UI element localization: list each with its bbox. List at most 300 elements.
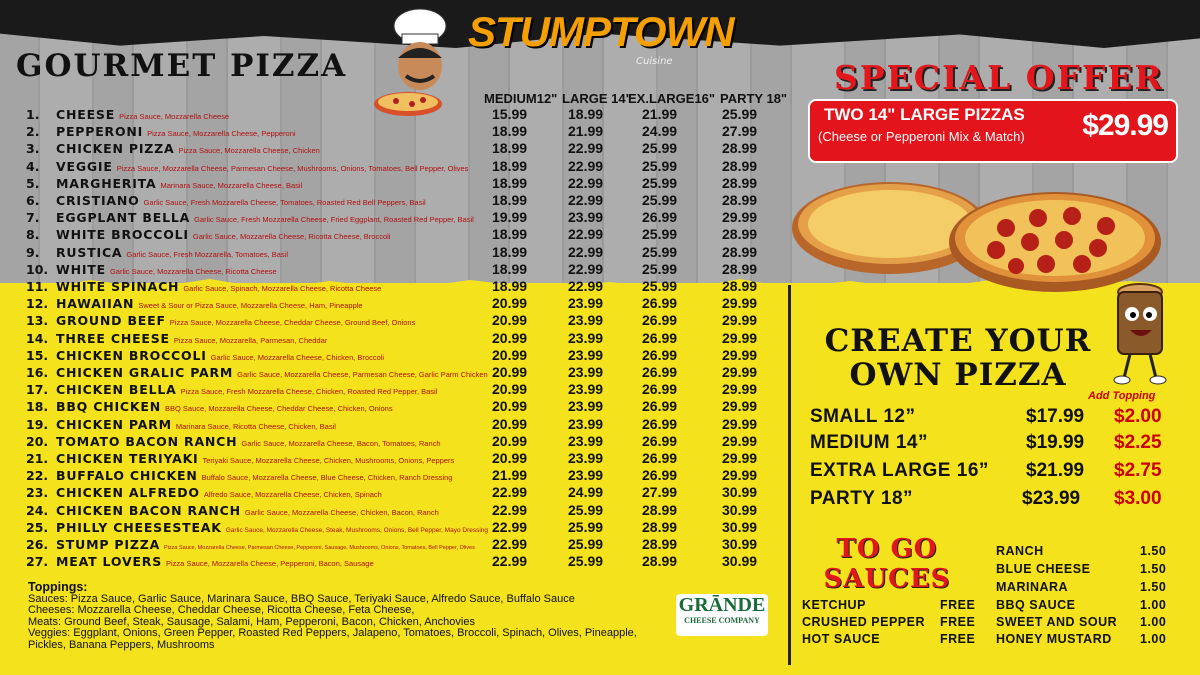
item-price: 23.99 [568, 381, 604, 398]
item-description: Garlic Sauce, Spinach, Mozzarella Cheese, Ricotta Cheese [183, 284, 382, 293]
item-price: 20.99 [492, 381, 528, 398]
item-price: 18.99 [492, 123, 528, 140]
offer-line2: (Cheese or Pepperoni Mix & Match) [818, 129, 1025, 144]
item-price: 25.99 [642, 140, 678, 157]
item-price: 25.99 [568, 536, 604, 552]
item-name-wrap [56, 331, 327, 346]
item-price: 20.99 [492, 295, 528, 312]
item-price: 22.99 [568, 278, 604, 294]
item-number: 9. [26, 244, 40, 260]
item-number: 15. [26, 347, 49, 363]
togo-title-line1: TO GO [836, 534, 938, 564]
item-name-wrap [56, 313, 415, 328]
item-price: 21.99 [642, 106, 678, 122]
item-name: CRISTIANO [56, 193, 140, 208]
item-price: 29.99 [722, 381, 758, 398]
item-description: Pizza Sauce, Mozzarella Cheese, Parmesan Cheese, Mushrooms, Onions, Tomatoes, Bell Pepper, Olives [116, 163, 469, 173]
item-price: 25.99 [642, 174, 678, 191]
item-price: 25.99 [722, 106, 758, 122]
item-price: 23.99 [568, 364, 604, 380]
toppings-veggies-cont: Pickles, Banana Peppers, Mushrooms [28, 638, 215, 651]
item-price: 26.99 [642, 432, 678, 449]
item-price: 29.99 [722, 415, 758, 432]
menu-row [0, 226, 790, 243]
item-name-wrap [56, 485, 382, 500]
item-price: 22.99 [568, 174, 604, 191]
item-price: 18.99 [568, 106, 604, 122]
size-small-price: $17.99 [1026, 406, 1085, 427]
sauce-price: FREE [940, 615, 976, 629]
menu-row [0, 553, 790, 570]
item-price: 18.99 [492, 192, 528, 208]
to-go-sauces-title [812, 534, 962, 594]
item-description: Garlic Sauce, Mozzarella Cheese, Ricotta Cheese, Broccoli [192, 232, 391, 242]
item-price: 29.99 [722, 450, 758, 466]
item-name: THREE CHEESE [56, 330, 170, 346]
create-title-line2: OWN PIZZA [849, 357, 1067, 393]
item-name-wrap [56, 554, 374, 569]
item-number: 19. [26, 416, 49, 432]
item-price: 28.99 [722, 174, 758, 191]
item-description: Garlic Sauce, Fresh Mozzarella Cheese, Tomatoes, Roasted Red Bell Peppers, Basil [143, 198, 426, 207]
item-name: BUFFALO CHICKEN [56, 468, 198, 484]
item-price: 29.99 [722, 209, 758, 226]
item-price: 29.99 [722, 398, 758, 415]
item-name: CHICKEN PIZZA [56, 141, 175, 157]
item-price: 22.99 [492, 536, 528, 552]
toppings-meats: Meats: Ground Beef, Steak, Sausage, Salami, Ham, Pepperoni, Bacon, Chicken, Anchovies [28, 615, 475, 628]
menu-row [0, 295, 790, 312]
item-price: 22.99 [568, 157, 604, 174]
menu-row [0, 502, 790, 519]
toppings-cheeses: Cheeses: Mozzarella Cheese, Cheddar Cheese, Ricotta Cheese, Feta Cheese, [28, 604, 415, 616]
item-name-wrap [56, 451, 454, 466]
item-description: Garlic Sauce, Fresh Mozzarella Cheese, Fried Eggplant, Roasted Red Pepper, Basil [194, 215, 474, 225]
size-party-label: PARTY 18” [810, 488, 914, 509]
item-price: 18.99 [492, 278, 528, 294]
menu-row [0, 140, 790, 157]
item-name-wrap [56, 382, 437, 397]
item-name: CHEESE [56, 107, 116, 122]
sauce-price: FREE [940, 632, 976, 646]
item-name-wrap [56, 537, 475, 552]
item-description: Marinara Sauce, Ricotta Cheese, Chicken, Basil [175, 421, 336, 431]
special-offer-title: SPECIAL OFFER [834, 58, 1164, 97]
page-title: GOURMET PIZZA [16, 48, 348, 84]
create-your-own-title [808, 324, 1108, 392]
sauce-price: 1.50 [1140, 562, 1167, 576]
grande-name: GRĀNDE [678, 594, 766, 616]
item-price: 15.99 [492, 106, 528, 122]
item-price: 23.99 [568, 467, 604, 484]
item-description: Marinara Sauce, Mozzarella Cheese, Basil [160, 180, 303, 190]
item-price: 30.99 [722, 536, 758, 552]
item-price: 28.99 [722, 260, 758, 277]
item-number: 8. [26, 227, 40, 243]
size-party-topping: $3.00 [1114, 488, 1162, 509]
menu-row [0, 192, 790, 209]
item-price: 22.99 [568, 260, 604, 277]
item-price: 23.99 [568, 329, 604, 346]
menu-row [0, 312, 790, 329]
item-number: 22. [26, 468, 49, 484]
item-name: TOMATO BACON RANCH [56, 433, 238, 449]
item-description: Garlic Sauce, Mozzarella Cheese, Chicken, Broccoli [210, 352, 385, 362]
item-price: 20.99 [492, 329, 528, 346]
sauce-price: 1.00 [1140, 632, 1167, 646]
item-description: Pizza Sauce, Mozzarella Cheese, Parmesan Cheese, Pepperoni, Sausage, Mushrooms, Onions, Tomatoes, Bell Pepper, Olives [164, 545, 475, 551]
menu-row [0, 484, 790, 501]
item-number: 23. [26, 485, 49, 501]
menu-row [0, 278, 790, 295]
item-price: 25.99 [642, 243, 678, 260]
item-number: 27. [26, 554, 49, 570]
menu-row [0, 416, 790, 433]
item-name: HAWAIIAN [56, 296, 135, 312]
offer-price: $29.99 [1082, 109, 1168, 142]
item-number: 24. [26, 502, 49, 518]
item-number: 7. [26, 210, 40, 226]
item-price: 22.99 [568, 243, 604, 260]
sauce-price: 1.00 [1140, 615, 1167, 629]
toppings-sauces: Sauces: Pizza Sauce, Garlic Sauce, Marinara Sauce, BBQ Sauce, Teriyaki Sauce, Alfredo Sauce, Buffalo Sauce [28, 592, 575, 605]
item-price: 26.99 [642, 467, 678, 484]
sauce-price: 1.50 [1140, 544, 1167, 558]
menu-row [0, 381, 790, 398]
item-name: CHICKEN BACON RANCH [56, 502, 241, 518]
item-name: PHILLY CHEESESTEAK [56, 519, 222, 535]
stump-mascot-icon [1104, 282, 1170, 386]
item-number: 13. [26, 313, 49, 329]
item-name-wrap [56, 159, 468, 174]
logo [468, 8, 734, 67]
item-number: 2. [26, 124, 40, 140]
item-number: 1. [26, 107, 40, 122]
item-price: 18.99 [492, 140, 528, 157]
item-description: Garlic Sauce, Mozzarella Cheese, Steak, Mushrooms, Onions, Bell Pepper, Mayo Dressing [225, 526, 489, 534]
sauce-name: RANCH [996, 544, 1044, 558]
item-name: CHICKEN TERIYAKI [56, 451, 199, 466]
item-price: 22.99 [568, 140, 604, 157]
item-name-wrap [56, 262, 277, 277]
size-medium-price: $19.99 [1026, 432, 1085, 453]
item-name: WHITE SPINACH [56, 279, 180, 294]
item-price: 23.99 [568, 398, 604, 415]
sauce-name: SWEET AND SOUR [996, 615, 1118, 629]
size-medium-topping: $2.25 [1114, 432, 1162, 453]
item-description: Pizza Sauce, Mozzarella Cheese, Chicken [178, 146, 320, 156]
item-name: MEAT LOVERS [56, 554, 163, 570]
sauce-price: 1.50 [1140, 580, 1167, 594]
item-name-wrap [56, 279, 381, 294]
item-name: VEGGIE [56, 158, 113, 174]
item-name: CHICKEN PARM [56, 416, 172, 432]
menu-row [0, 536, 790, 553]
item-number: 12. [26, 296, 49, 312]
item-name: CHICKEN GRALIC PARM [56, 365, 234, 380]
item-name: STUMP PIZZA [56, 537, 161, 552]
logo-name: STUMPTOWN [468, 8, 734, 55]
item-price: 23.99 [568, 415, 604, 432]
item-price: 18.99 [492, 260, 528, 277]
item-description: BBQ Sauce, Mozzarella Cheese, Cheddar Cheese, Chicken, Onions [164, 404, 393, 414]
item-price: 30.99 [722, 553, 758, 570]
item-number: 21. [26, 451, 49, 466]
item-number: 25. [26, 519, 49, 535]
item-price: 22.99 [492, 484, 528, 501]
sauce-name: HOT SAUCE [802, 632, 881, 646]
item-description: Pizza Sauce, Mozzarella Cheese [119, 112, 230, 121]
item-price: 29.99 [722, 329, 758, 346]
item-price: 29.99 [722, 346, 758, 363]
sauce-name: MARINARA [996, 580, 1069, 594]
item-price: 20.99 [492, 312, 528, 329]
sauce-name: CRUSHED PEPPER [802, 615, 925, 629]
item-price: 28.99 [642, 518, 678, 535]
item-number: 17. [26, 382, 49, 398]
item-name: RUSTICA [56, 244, 123, 260]
size-xlarge-label: EXTRA LARGE 16” [810, 460, 989, 481]
item-price: 30.99 [722, 484, 758, 501]
item-price: 26.99 [642, 295, 678, 312]
item-number: 20. [26, 433, 49, 449]
size-xlarge-topping: $2.75 [1114, 460, 1162, 481]
item-name: BBQ CHICKEN [56, 399, 161, 415]
item-name-wrap [56, 245, 288, 260]
item-name: CHICKEN BROCCOLI [56, 347, 207, 363]
item-number: 11. [26, 279, 49, 294]
item-price: 27.99 [642, 484, 678, 501]
item-price: 24.99 [642, 123, 678, 140]
item-price: 23.99 [568, 295, 604, 312]
item-price: 22.99 [492, 501, 528, 518]
column-header-xlarge: EX.LARGE16" [628, 91, 716, 106]
item-price: 29.99 [722, 364, 758, 380]
item-description: Buffalo Sauce, Mozzarella Cheese, Blue Cheese, Chicken, Ranch Dressing [201, 473, 453, 483]
item-price: 23.99 [568, 450, 604, 466]
menu-row [0, 398, 790, 415]
sauce-name: BBQ SAUCE [996, 598, 1076, 612]
item-price: 26.99 [642, 364, 678, 380]
item-price: 25.99 [642, 226, 678, 243]
item-price: 28.99 [722, 157, 758, 174]
item-name-wrap [56, 348, 384, 363]
item-name-wrap [56, 399, 393, 414]
sauce-name: BLUE CHEESE [996, 562, 1091, 576]
item-price: 25.99 [568, 553, 604, 570]
item-name-wrap [56, 296, 363, 311]
sauce-price: 1.00 [1140, 598, 1167, 612]
item-price: 20.99 [492, 364, 528, 380]
item-price: 26.99 [642, 312, 678, 329]
menu-row [0, 347, 790, 364]
pepperoni-pizza-image [946, 178, 1164, 296]
item-price: 25.99 [642, 192, 678, 208]
item-number: 4. [26, 158, 40, 174]
item-price: 26.99 [642, 381, 678, 398]
item-number: 5. [26, 175, 40, 191]
item-name: CHICKEN ALFREDO [56, 485, 200, 501]
item-price: 29.99 [722, 467, 758, 484]
item-price: 27.99 [722, 123, 758, 140]
menu-row [0, 519, 790, 536]
item-description: Garlic Sauce, Mozzarella Cheese, Bacon, Tomatoes, Ranch [241, 438, 441, 448]
item-description: Garlic Sauce, Mozzarella Cheese, Ricotta Cheese [109, 266, 277, 276]
item-name: PEPPERONI [56, 124, 144, 140]
menu-row [0, 106, 790, 123]
item-number: 18. [26, 399, 49, 415]
menu-row [0, 261, 790, 278]
item-name: MARGHERITA [56, 175, 157, 191]
item-name-wrap [56, 210, 474, 225]
menu-row [0, 158, 790, 175]
item-price: 28.99 [642, 553, 678, 570]
item-number: 10. [26, 261, 49, 277]
item-price: 24.99 [568, 484, 604, 501]
offer-line1: TWO 14" LARGE PIZZAS [824, 105, 1025, 124]
item-price: 25.99 [642, 260, 678, 277]
item-price: 23.99 [568, 209, 604, 226]
item-price: 18.99 [492, 226, 528, 243]
menu-row [0, 330, 790, 347]
item-name-wrap [56, 227, 390, 242]
item-price: 19.99 [492, 209, 528, 226]
item-number: 16. [26, 365, 49, 380]
item-name-wrap [56, 124, 296, 139]
item-price: 30.99 [722, 518, 758, 535]
item-price: 18.99 [492, 157, 528, 174]
menu-row [0, 123, 790, 140]
menu-row [0, 467, 790, 484]
size-small-label: SMALL 12” [810, 406, 916, 427]
item-price: 23.99 [568, 346, 604, 363]
item-price: 28.99 [722, 243, 758, 260]
item-name: GROUND BEEF [56, 313, 166, 329]
item-price: 26.99 [642, 415, 678, 432]
item-description: Sweet & Sour or Pizza Sauce, Mozzarella Cheese, Ham, Pineapple [138, 301, 363, 311]
item-number: 6. [26, 193, 40, 208]
item-price: 26.99 [642, 346, 678, 363]
item-name-wrap [56, 176, 302, 191]
item-price: 20.99 [492, 415, 528, 432]
item-price: 25.99 [642, 157, 678, 174]
item-description: Garlic Sauce, Mozzarella Cheese, Chicken, Bacon, Ranch [244, 507, 439, 517]
item-price: 29.99 [722, 312, 758, 329]
item-price: 25.99 [642, 278, 678, 294]
item-price: 20.99 [492, 432, 528, 449]
item-price: 26.99 [642, 450, 678, 466]
item-price: 28.99 [642, 536, 678, 552]
size-small-topping: $2.00 [1114, 406, 1162, 427]
sauce-price: FREE [940, 598, 976, 612]
toppings-heading: Toppings: [28, 580, 88, 594]
special-offer-box [808, 99, 1178, 163]
item-name: EGGPLANT BELLA [56, 210, 191, 226]
item-description: Garlic Sauce, Fresh Mozzarella, Tomatoes, Basil [126, 249, 288, 259]
item-number: 14. [26, 330, 49, 346]
item-number: 26. [26, 537, 49, 552]
item-name-wrap [56, 417, 336, 432]
item-price: 20.99 [492, 450, 528, 466]
item-price: 29.99 [722, 295, 758, 312]
item-name-wrap [56, 107, 229, 122]
size-medium-label: MEDIUM 14” [810, 432, 928, 453]
item-description: Pizza Sauce, Mozzarella Cheese, Pepperoni [147, 129, 296, 139]
item-name-wrap [56, 503, 439, 518]
grande-logo [676, 594, 768, 636]
menu-row [0, 244, 790, 261]
item-price: 28.99 [722, 140, 758, 157]
item-price: 22.99 [568, 192, 604, 208]
menu-row [0, 433, 790, 450]
item-price: 25.99 [568, 501, 604, 518]
item-name-wrap [56, 468, 452, 483]
item-name: WHITE BROCCOLI [56, 227, 189, 243]
toppings-section [28, 582, 648, 651]
item-name-wrap [56, 520, 488, 535]
item-price: 29.99 [722, 432, 758, 449]
size-party-price: $23.99 [1022, 488, 1081, 509]
item-price: 22.99 [492, 518, 528, 535]
item-description: Alfredo Sauce, Mozzarella Cheese, Chicken, Spinach [203, 490, 382, 500]
sauce-name: HONEY MUSTARD [996, 632, 1112, 646]
item-price: 22.99 [568, 226, 604, 243]
item-price: 21.99 [568, 123, 604, 140]
item-price: 28.99 [642, 501, 678, 518]
item-price: 28.99 [722, 278, 758, 294]
item-price: 22.99 [492, 553, 528, 570]
item-price: 26.99 [642, 209, 678, 226]
item-price: 20.99 [492, 346, 528, 363]
toppings-veggies: Veggies: Eggplant, Onions, Green Pepper, Roasted Red Peppers, Jalapeno, Tomatoes, Broccoli, Spinach, Olives, Pineapple, [28, 627, 637, 639]
item-price: 26.99 [642, 329, 678, 346]
add-topping-label: Add Topping [1088, 390, 1156, 402]
item-description: Pizza Sauce, Mozzarella Cheese, Cheddar Cheese, Ground Beef, Onions [169, 318, 416, 328]
item-price: 28.99 [722, 226, 758, 243]
menu-row [0, 450, 790, 467]
column-header-medium: MEDIUM12" [484, 91, 558, 106]
item-description: Pizza Sauce, Mozzarella Cheese, Pepperoni, Bacon, Sausage [166, 559, 374, 569]
item-name-wrap [56, 193, 426, 208]
item-price: 23.99 [568, 312, 604, 329]
item-price: 26.99 [642, 398, 678, 415]
item-name: CHICKEN BELLA [56, 382, 177, 398]
size-xlarge-price: $21.99 [1026, 460, 1085, 481]
menu-row [0, 209, 790, 226]
grande-sub: CHEESE COMPANY [684, 616, 760, 625]
item-description: Garlic Sauce, Mozzarella Cheese, Parmesan Cheese, Garlic Parm Chicken [237, 370, 488, 379]
item-name-wrap [56, 141, 320, 156]
item-price: 21.99 [492, 467, 528, 484]
item-name: WHITE [56, 261, 106, 277]
sauce-name: KETCHUP [802, 598, 866, 612]
item-name-wrap [56, 434, 441, 449]
item-description: Pizza Sauce, Fresh Mozzarella Cheese, Chicken, Roasted Red Pepper, Basil [180, 387, 438, 397]
logo-sub: Cuisine [636, 56, 673, 67]
column-header-party: PARTY 18" [720, 91, 788, 106]
column-header-large: LARGE 14" [562, 91, 632, 106]
item-description: Teriyaki Sauce, Mozzarella Cheese, Chicken, Mushrooms, Onions, Peppers [202, 456, 455, 465]
menu-row [0, 364, 790, 381]
item-description: Pizza Sauce, Mozzarella, Parmesan, Cheddar [173, 335, 328, 345]
item-price: 18.99 [492, 243, 528, 260]
item-price: 18.99 [492, 174, 528, 191]
item-price: 28.99 [722, 192, 758, 208]
item-price: 23.99 [568, 432, 604, 449]
item-price: 25.99 [568, 518, 604, 535]
item-name-wrap [56, 365, 488, 380]
menu-row [0, 175, 790, 192]
